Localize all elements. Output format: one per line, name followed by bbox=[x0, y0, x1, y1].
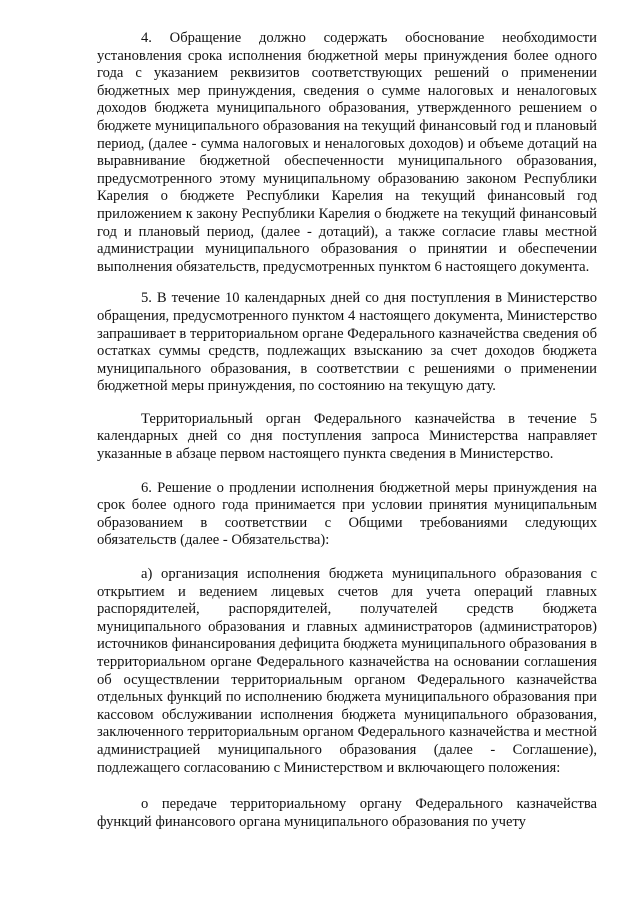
paragraph-6-extension-decision: 6. Решение о продлении исполнения бюджетной меры принуждения на срок более одного года принимается при условии принятия муниципальным образованием в соответствии с Общими требованиями следующих обязательств (далее - Обязательства): bbox=[97, 479, 597, 549]
paragraph-gap bbox=[97, 464, 597, 480]
paragraph-treasury-response: Территориальный орган Федерального казначейства в течение 5 календарных дней со дня поступления запроса Министерства направляет указанные в абзаце первом настоящего пункта сведения в Министерство. bbox=[97, 410, 597, 463]
paragraph-4-appeal-content: 4. Обращение должно содержать обоснование необходимости установления срока исполнения бюджетной меры принуждения более одного года с указанием реквизитов соответствующих решений о применении бюджетных мер принуждения, сведения о сумме налоговых и неналоговых доходов бюджета муниципального образования, утвержденного решением о бюджете муниципального образования на текущий финансовый год и плановый период, (далее - сумма налоговых и неналоговых доходов) и объеме дотаций на выравнивание бюджетной обеспеченности муниципального образования, предусмотренного этому муниципальному образованию законом Республики Карелия о бюджете Республики Карелия на текущий финансовый год приложением к закону Республики Карелия о бюджете на текущий финансовый год и плановый период, (далее - дотаций), а также согласие главы местной администрации муниципального образования о принятии и обеспечении выполнения обязательств, предусмотренных пунктом 6 настоящего документа. bbox=[97, 30, 597, 275]
paragraph-5-ministry-request: 5. В течение 10 календарных дней со дня поступления в Министерство обращения, предусмотренного пунктом 4 настоящего документа, Министерство запрашивает в территориальном органе Федерального казначейства сведения об остатках суммы средств, подлежащих взысканию за счет доходов бюджета муниципального образования, в соответствии с решениями о применении бюджетной меры принуждения, по состоянию на текущую дату. bbox=[97, 290, 597, 395]
paragraph-6a-budget-execution: а) организация исполнения бюджета муниципального образования с открытием и ведением лицевых счетов для учета операций главных распорядителей, распорядителей, получателей средств бюджета муниципального образования и главных администраторов (администраторов) источников финансирования дефицита бюджета муниципального образования в территориальном органе Федерального казначейства на основании соглашения об осуществлении территориальным органом Федерального казначейства отдельных функций по исполнению бюджета муниципального образования при кассовом обслуживании исполнения бюджета муниципального образования, заключенного территориальным органом Федерального казначейства и местной администрацией муниципального образования (далее - Соглашение), подлежащего согласованию с Министерством и включающего положения: bbox=[97, 566, 597, 776]
paragraph-transfer-of-functions: о передаче территориальному органу Федерального казначейства функций финансового органа муниципального образования по учету bbox=[97, 796, 597, 830]
paragraph-gap bbox=[97, 276, 597, 290]
document-page bbox=[97, 30, 597, 831]
paragraph-gap bbox=[97, 777, 597, 796]
paragraph-gap bbox=[97, 550, 597, 566]
paragraph-gap bbox=[97, 396, 597, 411]
